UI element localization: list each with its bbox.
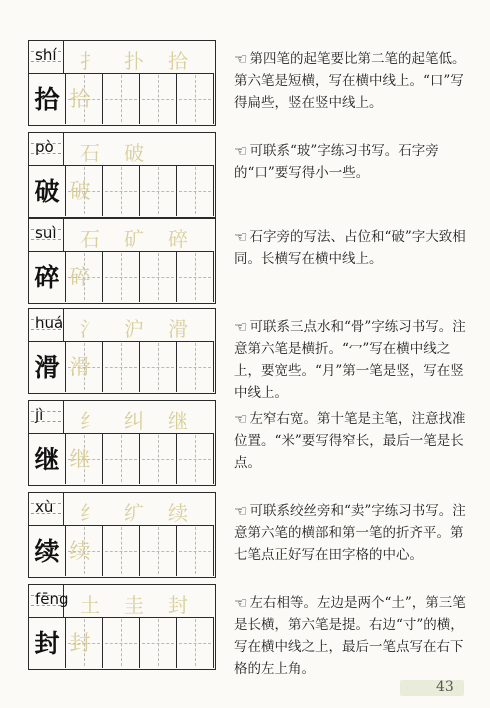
pointing-hand-icon: ☜	[234, 50, 248, 68]
pointing-hand-icon: ☜	[234, 410, 248, 428]
writing-tip-text: 可联系“玻”字练习书写。石字旁的“口”要写得小一些。	[234, 143, 439, 181]
writing-cells-row	[29, 73, 214, 124]
tianzige-cell	[177, 251, 214, 302]
stroke-order-ghost: 拾	[168, 49, 188, 73]
trace-character: 滑	[69, 355, 91, 379]
model-character: 拾	[34, 85, 60, 114]
model-character: 滑	[34, 353, 60, 382]
writing-tip-text: 左窄右宽。第十笔是主笔，注意找准位置。“米”要写得窄长，最后一笔是长点。	[234, 411, 466, 471]
practice-grid	[28, 400, 216, 486]
tianzige-cell	[177, 73, 214, 124]
trace-character: 拾	[69, 87, 91, 111]
writing-tip-text: 可联系三点水和“骨”字练习书写。注意第六笔是横折。“冖”写在横中线之上，要宽些。“月”第一笔是竖，写在竖中线上。	[234, 319, 466, 401]
writing-cells-row	[29, 165, 214, 216]
tianzige-cell	[140, 617, 177, 668]
tianzige-cell	[103, 617, 140, 668]
pinyin-text: fēng	[35, 590, 69, 608]
stroke-order-ghost: 继	[168, 409, 188, 433]
tianzige-cell	[103, 73, 140, 124]
practice-entry	[28, 218, 488, 304]
pinyin-cell	[29, 493, 64, 525]
pinyin-row	[29, 401, 214, 434]
tianzige-cell	[140, 433, 177, 484]
practice-grid	[28, 308, 216, 394]
tianzige-cell	[140, 525, 177, 576]
practice-grid	[28, 492, 216, 578]
tianzige-cell	[103, 165, 140, 216]
writing-cells-row	[29, 341, 214, 392]
stroke-order-ghost: 破	[124, 141, 144, 165]
model-character: 封	[34, 629, 60, 658]
practice-entry	[28, 40, 488, 126]
stroke-order-ghost: 纩	[124, 501, 144, 525]
pinyin-row	[29, 219, 214, 252]
tianzige-cell	[103, 525, 140, 576]
tianzige-cell	[177, 433, 214, 484]
pinyin-row	[29, 493, 214, 526]
pointing-hand-icon: ☜	[234, 142, 248, 160]
practice-entry	[28, 308, 488, 401]
model-character: 破	[34, 177, 60, 206]
practice-entry	[28, 492, 488, 578]
pointing-hand-icon: ☜	[234, 594, 248, 612]
stroke-order-ghost: 氵	[80, 317, 100, 341]
tianzige-cell	[103, 251, 140, 302]
practice-grid	[28, 40, 216, 126]
pinyin-row	[29, 309, 214, 342]
stroke-order-ghost: 石	[80, 141, 100, 165]
writing-tip-text: 第四笔的起笔要比第二笔的起笔低。第六笔是短横，写在横中线上。“口”写得扁些，竖在竖中线上。	[234, 51, 466, 111]
stroke-order-ghost: 纟	[80, 501, 100, 525]
stroke-order-ghost: 土	[80, 593, 100, 617]
writing-tip	[234, 592, 476, 680]
pinyin-cell	[29, 585, 69, 617]
practice-grid	[28, 584, 216, 670]
practice-grid	[28, 218, 216, 304]
writing-cells-row	[29, 525, 214, 576]
writing-tip	[234, 408, 476, 474]
stroke-order-ghost: 矿	[124, 227, 144, 251]
tianzige-cell	[177, 525, 214, 576]
writing-cells-row	[29, 617, 214, 668]
pinyin-text: shí	[35, 46, 57, 64]
stroke-order-ghost: 沪	[124, 317, 144, 341]
pinyin-cell	[29, 309, 64, 341]
trace-character: 封	[69, 631, 91, 655]
tianzige-cell	[177, 341, 214, 392]
practice-entry	[28, 132, 488, 218]
page-number: 43	[436, 679, 454, 695]
tianzige-cell	[140, 341, 177, 392]
tianzige-cell	[177, 617, 214, 668]
writing-tip-text: 可联系绞丝旁和“卖”字练习书写。注意第六笔的横部和第一笔的折齐平。第七笔点正好写在田字格的中心。	[234, 503, 466, 563]
practice-entry	[28, 400, 488, 486]
stroke-order-ghost: 纟	[80, 409, 100, 433]
pointing-hand-icon: ☜	[234, 318, 248, 336]
pointing-hand-icon: ☜	[234, 228, 248, 246]
stroke-order-ghost: 续	[168, 501, 188, 525]
trace-character: 碎	[69, 265, 91, 289]
trace-character: 破	[69, 179, 91, 203]
writing-tip-text: 石字旁的写法、占位和“破”字大致相同。长横写在横中线上。	[234, 229, 466, 267]
practice-grid	[28, 132, 216, 218]
pinyin-text: huá	[35, 314, 64, 332]
stroke-order-ghost: 石	[80, 227, 100, 251]
tianzige-cell	[140, 165, 177, 216]
pinyin-row	[29, 41, 214, 74]
tianzige-cell	[177, 165, 214, 216]
writing-cells-row	[29, 251, 214, 302]
trace-character: 继	[69, 447, 91, 471]
pinyin-text: xù	[35, 498, 54, 516]
tianzige-cell	[103, 433, 140, 484]
stroke-order-ghost: 扌	[80, 49, 100, 73]
stroke-order-ghost: 扑	[124, 49, 144, 73]
stroke-order-ghost: 滑	[168, 317, 188, 341]
writing-tip	[234, 48, 476, 114]
pinyin-row	[29, 133, 214, 166]
stroke-order-ghost: 圭	[124, 593, 144, 617]
writing-tip	[234, 140, 476, 184]
model-character: 碎	[34, 263, 60, 292]
writing-tip	[234, 500, 476, 566]
model-character: 续	[34, 537, 60, 566]
practice-entry	[28, 584, 488, 677]
pinyin-cell	[29, 219, 64, 251]
pinyin-text: suì	[35, 224, 57, 242]
stroke-order-ghost: 碎	[168, 227, 188, 251]
pointing-hand-icon: ☜	[234, 502, 248, 520]
writing-tip	[234, 226, 476, 270]
tianzige-cell	[140, 251, 177, 302]
page-number-band	[400, 680, 464, 696]
pinyin-text: pò	[35, 138, 54, 156]
writing-cells-row	[29, 433, 214, 484]
writing-tip-text: 左右相等。左边是两个“土”，第三笔是长横，第六笔是提。右边“寸”的横，写在横中线之上，最后一笔点写在右下格的左上角。	[234, 595, 466, 677]
tianzige-cell	[140, 73, 177, 124]
writing-tip	[234, 316, 476, 404]
pinyin-cell	[29, 401, 64, 433]
stroke-order-ghost: 纠	[124, 409, 144, 433]
trace-character: 续	[69, 539, 91, 563]
pinyin-cell	[29, 41, 64, 73]
stroke-order-ghost: 封	[168, 593, 188, 617]
pinyin-text: jì	[35, 406, 44, 424]
model-character: 继	[34, 445, 60, 474]
tianzige-cell	[103, 341, 140, 392]
pinyin-cell	[29, 133, 64, 165]
pinyin-row	[29, 585, 214, 618]
